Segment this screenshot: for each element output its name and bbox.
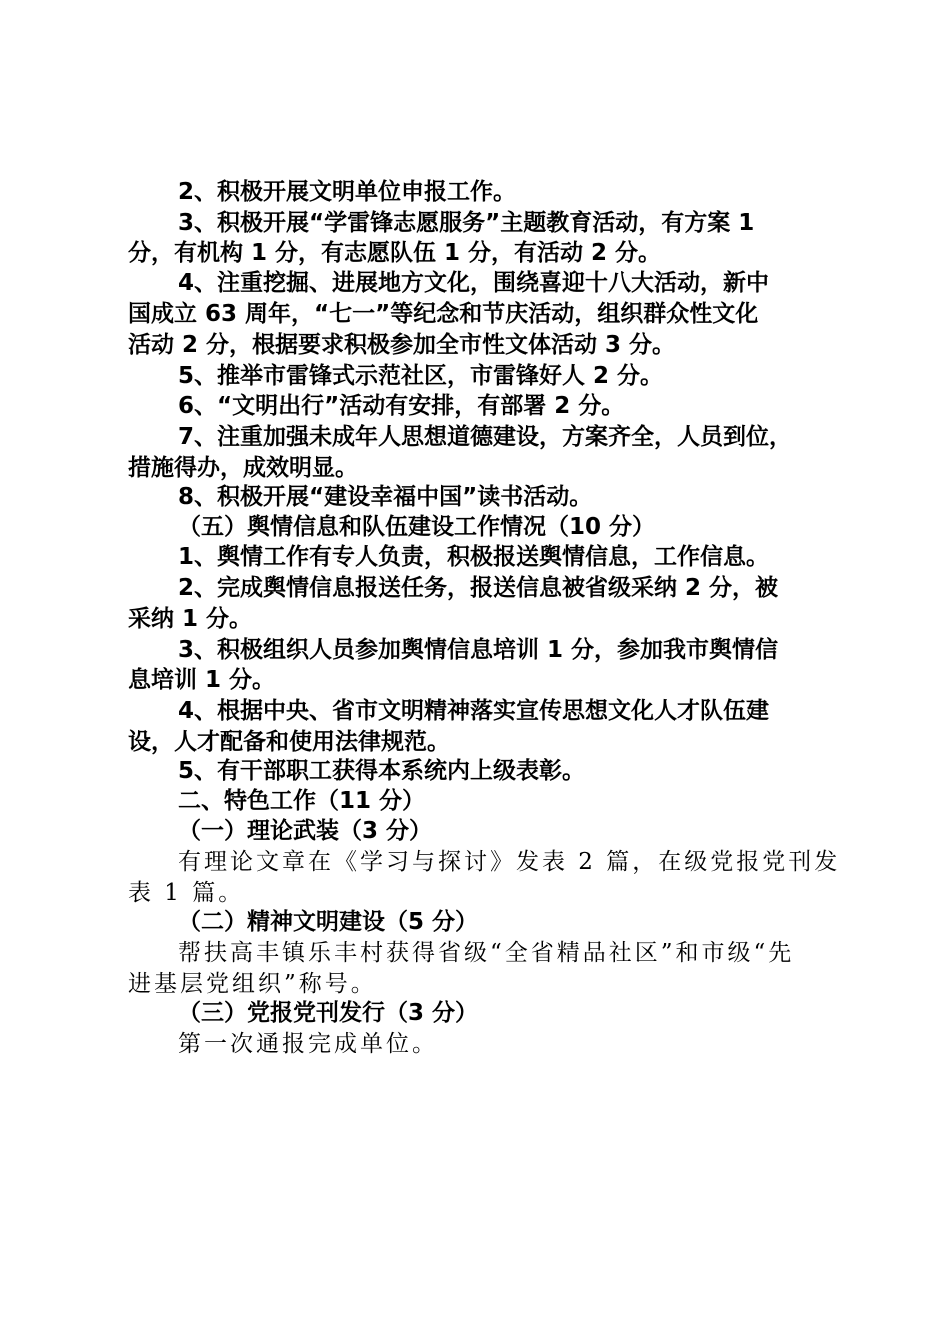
section-heading: （三）党报党刊发行（3 分） <box>178 1000 479 1026</box>
paragraph-line: 息培训 1 分。 <box>128 667 276 693</box>
paragraph-line: 3、积极开展“学雷锋志愿服务”主题教育活动，有方案 1 <box>178 210 755 236</box>
paragraph-line: 设，人才配备和使用法律规范。 <box>128 729 450 755</box>
paragraph-line: 分，有机构 1 分，有志愿队伍 1 分，有活动 2 分。 <box>128 240 662 266</box>
paragraph-line: 有理论文章在《学习与探讨》发表 2 篇，在级党报党刊发 <box>178 849 841 875</box>
section-heading: （一）理论武装（3 分） <box>178 818 433 844</box>
paragraph-line: 帮扶高丰镇乐丰村获得省级“全省精品社区”和市级“先 <box>178 940 795 966</box>
paragraph-line: 表 1 篇。 <box>128 880 245 906</box>
paragraph-line: 措施得办，成效明显。 <box>128 455 358 481</box>
section-heading: （五）舆情信息和队伍建设工作情况（10 分） <box>178 514 656 540</box>
paragraph-line: 1、舆情工作有专人负责，积极报送舆情信息，工作信息。 <box>178 544 770 570</box>
paragraph-line: 进基层党组织”称号。 <box>128 971 377 997</box>
paragraph-line: 4、根据中央、省市文明精神落实宣传思想文化人才队伍建 <box>178 698 770 724</box>
paragraph-line: 国成立 63 周年，“七一”等纪念和节庆活动，组织群众性文化 <box>128 301 759 327</box>
paragraph-line: 采纳 1 分。 <box>128 606 253 632</box>
paragraph-line: 5、推举市雷锋式示范社区，市雷锋好人 2 分。 <box>178 363 664 389</box>
paragraph-line: 活动 2 分，根据要求积极参加全市性文体活动 3 分。 <box>128 332 676 358</box>
paragraph-line: 3、积极组织人员参加舆情信息培训 1 分，参加我市舆情信 <box>178 637 779 663</box>
paragraph-line: 7、注重加强未成年人思想道德建设，方案齐全，人员到位， <box>178 424 793 450</box>
paragraph-line: 8、积极开展“建设幸福中国”读书活动。 <box>178 484 593 510</box>
section-heading: （二）精神文明建设（5 分） <box>178 909 479 935</box>
paragraph-line: 2、积极开展文明单位申报工作。 <box>178 179 517 205</box>
section-heading: 二、特色工作（11 分） <box>178 788 426 814</box>
paragraph-line: 4、注重挖掘、进展地方文化，围绕喜迎十八大活动，新中 <box>178 270 770 296</box>
paragraph-line: 2、完成舆情信息报送任务，报送信息被省级采纳 2 分，被 <box>178 575 779 601</box>
paragraph-line: 5、有干部职工获得本系统内上级表彰。 <box>178 758 586 784</box>
paragraph-line: 6、“文明出行”活动有安排，有部署 2 分。 <box>178 393 625 419</box>
paragraph-line: 第一次通报完成单位。 <box>178 1031 438 1057</box>
